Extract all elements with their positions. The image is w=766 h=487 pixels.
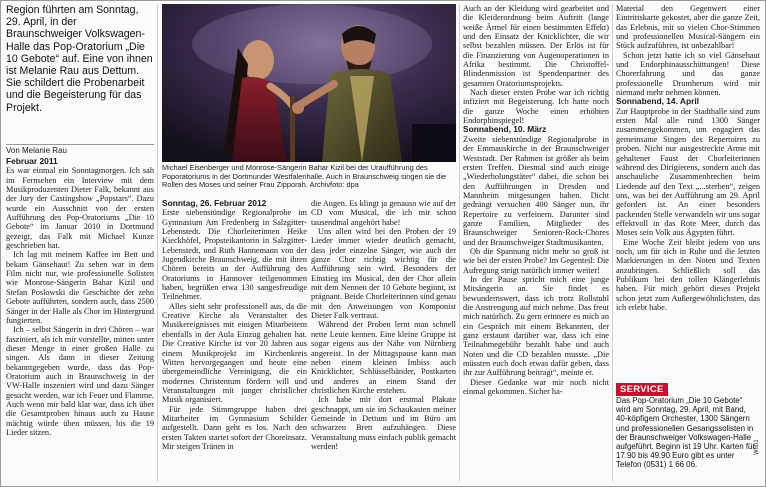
- paragraph: Material den Gegenwert einer Eintrittskarte gekostet, aber die ganze Zeit, das Erlebnis, mit so vielen Chor-Stimmen und professionellen Musical-Sängern ein Stück aufzuführen, ist unbezahlbar!: [616, 4, 760, 51]
- paragraph: Ich – selbst Sängerin in drei Chören – war fasziniert, als ich mir vorstellte, mitten unter dieser Menge in einer großen Halle zu singen. Als dann in dieser Zeitung bekanntgegeben wurde, dass das Pop-Oratorium auch in Braunschweig in der VW-Halle inszeniert wird und dazu Sänger gesucht werden, war ich Feuer und Flamme. Auch wenn mir bald klar war, dass ich über die Gesamtproben hinaus auch zu Hause mächtig würde üben müssen, bis die 19 Lieder sitzen.: [6, 325, 154, 437]
- article-column-3: [311, 199, 456, 483]
- paragraph: Nach dieser ersten Probe war ich richtig infiziert mit Begeisterung. Ich hatte noch die ganze Woche einen erhöhten Endorphinspiegel!: [463, 88, 609, 126]
- paragraph: Ich habe mir dort erstmal Plakate geschnappt, um sie im Schaukasten meiner Gemeinde in Dettum und im Büro am schwarzen Brett aufzuhängen. Diese Veranstaltung muss einfach publik gemacht werden!: [311, 395, 456, 451]
- author-line: Von Melanie Rau: [6, 144, 154, 155]
- paragraph: Uns allen wird bei den Proben der 19 Lieder immer wieder deutlich gemacht, dass jeder einzelne Sänger, wie auch der ganze Chor richtig wichtig für die Aufführung sein wird. Besonders der Einstieg ins Musical, den der Chor allein mit dem Nennen der 10 Gebote beginnt, ist prägnant. Beide Chorleiterinnen sind genau mit den Anweisungen von Komponist Dieter Falk vertraut.: [311, 227, 456, 321]
- column-divider: [459, 4, 460, 482]
- article-photo: [162, 4, 456, 162]
- paragraph: Für jede Stimmgruppe haben drei Mitarbeiter im Gymnasium Schilder aufgestellt. Dann geht es los. Nach den ersten Takten startet sofort der Choreinsatz. Mir steigen Tränen in: [162, 404, 307, 451]
- paragraph: In der Pause spricht mich eine junge Mitsängerin an. Sie findet es bewundernswert, dass ich trotz Rollstuhl die Anstrengung auf mich nehme. Das freut mich natürlich. Zu gern erinnere es mich an ein Gespräch mit einem Bekannten, der ganz erstaunt darüber war, dass ich eine Teilnahmegebühr bezahlt habe und auch Noten und die CD bezahlen musste. „Die müssten euch doch etwas dafür geben, dass ihr zur Aufführung beitragt“, meinte er.: [463, 274, 609, 378]
- column-divider: [612, 4, 613, 482]
- date-heading: Sonntag, 26. Februar 2012: [162, 199, 267, 208]
- paragraph: Zweite siebenstündige Regionalprobe in der Emmauskirche in der Braunschweiger Weststadt. Der Rahmen ist größer als beim ersten Treffen. Diesmal sind auch einige „Wiederholungstäter“ dabei, die schon bei den Aufführungen in Dresden und Mannheim mitgesungen haben. Dicht gedrängt versuchen 400 Sänger nun, ihr Repertoire zu verfeinern. Darunter sind ganze Familien, Mitglieder des Braunschweiger Senioren-Rock-Chores und der Braunschweiger Stadtmusikanten.: [463, 134, 609, 247]
- paragraph: Erste siebenstündige Regionalprobe im Gymnasium Am Fredenberg in Salzgitter-Lebenstedt. Die Chorleiterinnen Heike Kieckhöfel, Propsteikantorin in Salzgitter-Lebenstedt, und Ruth Hannemann von der Jugendkirche Braunschweig, die mit ihren Chören bereits an der Aufführung des Oratoriums in Hannover teilgenommen haben, begrüßen etwa 130 sangesfreudige Teilnehmer.: [162, 208, 307, 302]
- article-column-1: [6, 157, 154, 483]
- article-column-4: [463, 4, 609, 483]
- paragraph: Zur Hauptprobe in der Stadthalle sind zum ersten Mal alle rund 1300 Sänger zusammengekommen, um engagiert das gemeinsame Singen des Repertoires zu proben. Nicht nur ausgestreckte Arme mit gehaltener Faust der Chorleiterinnen während des Dirigierens, sondern auch das anschauliche Zusammenbrechen beim Liedende auf den Text „...sterben“, zeigen uns, was bei der Aufführung am 29. April gefordert ist. An einer besonders packenden Stelle verwandeln wir uns sogar effektvoll in das Rote Meer, durch das Moses sein Volk aus Ägypten führt.: [616, 106, 760, 238]
- paragraph: Alles sieht sehr professionell aus, da die Creative Kirche als Veranstalter des Musikereignisses mit einigen Mitarbeitern ebenfalls in der Aula Einzug gehalten hat. Die Creative Kirche ist vor 20 Jahren aus einem Musikprojekt im Kirchenkreis Witten hervorgegangen und heute eine übergemeindliche Vereinigung, die ein modernes Christentum fördern will und Veranstaltungen mit junger christlicher Musik organisiert.: [162, 301, 307, 405]
- article-column-2: [162, 199, 307, 483]
- paragraph: Es war einmal ein Sonntagmorgen. Ich sah im Fernsehen ein Interview mit dem Musikproduzenten Dieter Falk, bekannt aus der Jury der Castingshow „Popstars“. Dazu wurde ein Ausschnitt von der ersten Aufführung des Pop-Oratoriums „Die 10 Gebote“ im Januar 2010 in Dortmund gezeigt, das Falk mit Michael Kunze geschrieben hat.: [6, 166, 154, 251]
- paragraph: Schon jetzt hatte ich so viel Gänsehaut und Endorphinausschüttungen! Diese Chorerfahrung und das ganze professionelle Drumherum wird mir niemand mehr nehmen können.: [616, 50, 760, 98]
- paragraph: Ob die Spannung nicht mehr so groß ist wie bei der ersten Probe? Im Gegenteil: Die Aufregung steigt natürlich immer weiter!: [463, 246, 609, 275]
- article-column-5: [616, 4, 760, 378]
- page-code: W601: [754, 439, 760, 455]
- paragraph: Ich lag mit meinem Kaffee im Bett und bekam Gänsehaut! Zu sehen war in dem Film nicht nur, wie professionelle Solisten wie Monrose-Sängerin Bahar Kizil und Stefan Poslowski die Geschichte der zehn Gebote aufführten, sondern auch, dass 2500 Sänger in der Halle als Chor im Hintergrund fungierten.: [6, 250, 154, 325]
- date-heading: Februar 2011: [6, 157, 58, 166]
- stage-photo-illustration: [162, 4, 456, 162]
- service-text: Das Pop-Oratorium „Die 10 Gebote“ wird am Sonntag, 29. April, mit Band, 40-köpfigem Orchester, 1300 Sängern und professionellen Gesangssolisten in der Braunschweiger Volkswagen-Halle aufgeführt. Beginn ist 19 Uhr. Karten für 17.90 bis 49.90 Euro gibt es unter Telefon (0531) 1 66 06.: [616, 396, 756, 470]
- column-divider: [157, 4, 158, 482]
- photo-credit: Archivfoto: dpa: [309, 180, 359, 190]
- article-lead: Region führten am Sonntag, 29. April, in der Braunschweiger Volkswagen-Halle das Pop-Oratorium „Die 10 Gebote“ auf. Eine von ihnen ist Melanie Rau aus Dettum. Sie schildert die Probenarbeit und die Begeisterung für das Projekt.: [6, 4, 153, 114]
- date-heading: Sonnabend, 14. April: [616, 96, 699, 107]
- date-heading: Sonnabend, 10. März: [463, 124, 547, 135]
- paragraph: Während der Proben lernt man schnell nette Leute kennen. Eine kleine Gruppe ist sogar eigens aus der Nähe von Nürnberg angereist. In der Mittagspause kann man neben einem kleinen Imbiss auch Knicklichter, Schlüsselbänder, Postkarten und anderes an einem Stand der christlichen Kirche erstehen.: [311, 320, 456, 395]
- paragraph: Eine Woche Zeit bleibt jedem von uns noch, um für sich in Ruhe und die letzten Markierungen in den Noten und Texten anzubringen. Schließlich soll das Publikum bei den tollen Klängerlebnis haben. Für mich gehört dieses Projekt schon jetzt zum Außergewöhnlichsten, das ich erlebt habe.: [616, 237, 760, 312]
- paragraph: die Augen. Es klingt ja genauso wie auf der CD vom Musical, die ich mir schon tausendmal angehört habe!: [311, 199, 456, 227]
- paragraph: Dieser Gedanke war mir noch nicht einmal gekommen. Sicher ha-: [463, 377, 609, 397]
- caption-text: Michael Eisenberger und Monrose-Sängerin Bahar Kizil bei der Uraufführung des Poporatoriums in der Dortmunder Westfalenhalle. Auch in Braunschweig singen sie die Rollen des Moses und seiner Frau Zipporah.: [162, 163, 447, 190]
- service-label: SERVICE: [616, 383, 668, 396]
- paragraph: Auch an der Kleidung wird gearbeitet und die Kleiderordnung beim Auftritt (lange weiße Ärmel für einen bestimmten Effekt) und den Einsatz der Knicklichter, die wir selbst bezahlen müssen. Der Erlös ist für die Finanzierung von Augenoperationen in Afrika bestimmt. Die Christoffel-Blindenmission ist Spendenpartner des gesamten Oratoriumsprojekts.: [463, 4, 609, 88]
- photo-caption: [162, 164, 456, 190]
